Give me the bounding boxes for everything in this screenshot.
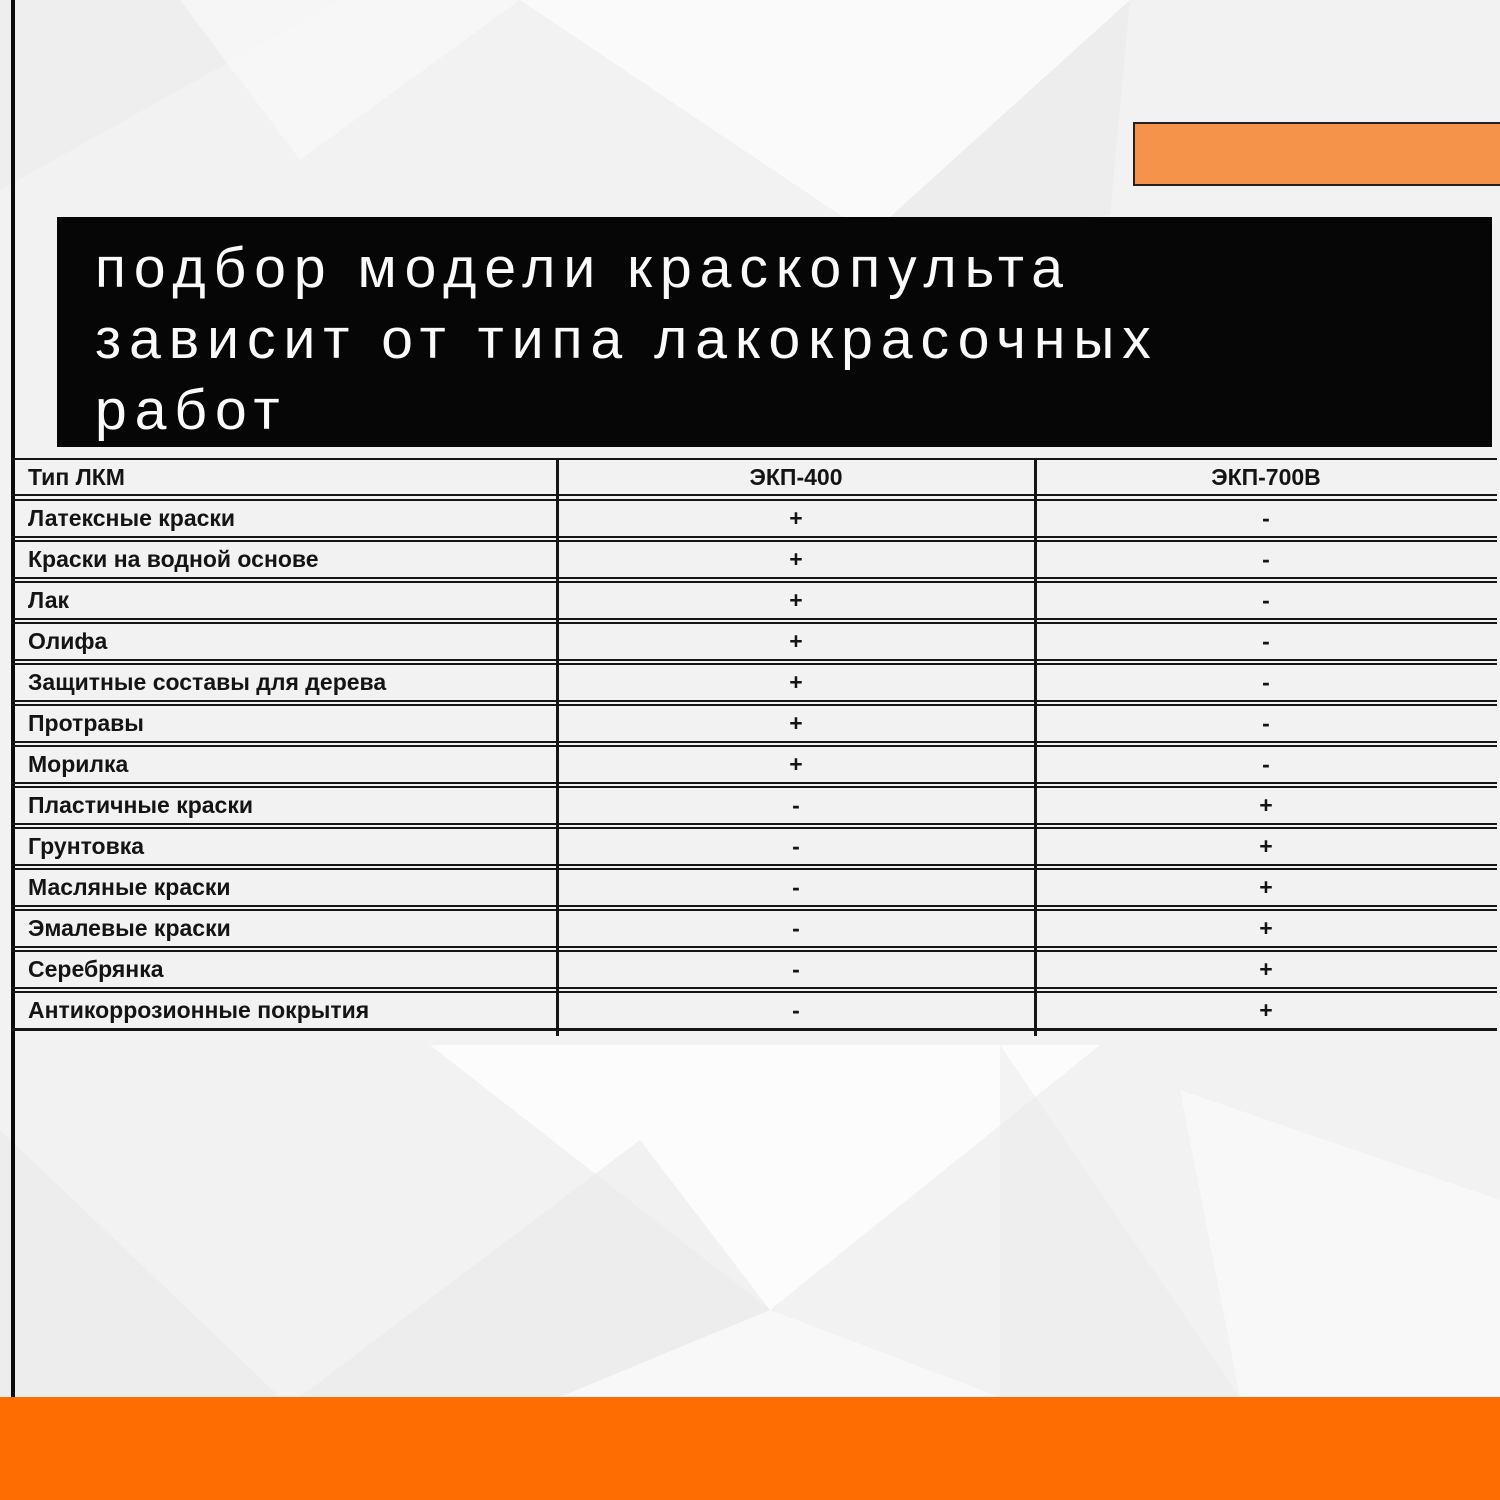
row-label: Защитные составы для дерева bbox=[11, 662, 557, 703]
column-header-ekp700b: ЭКП-700В bbox=[1035, 459, 1497, 498]
row-label: Олифа bbox=[11, 621, 557, 662]
table-row bbox=[11, 744, 1497, 785]
row-label: Антикоррозионные покрытия bbox=[11, 990, 557, 1030]
ekp700b-mark: - bbox=[1035, 580, 1497, 621]
ekp400-mark: + bbox=[557, 744, 1035, 785]
ekp700b-mark: + bbox=[1035, 949, 1497, 990]
ekp400-mark: - bbox=[557, 990, 1035, 1030]
ekp400-mark: - bbox=[557, 785, 1035, 826]
table-row bbox=[11, 949, 1497, 990]
slide-title-line-2: зависит от типа лакокрасочных bbox=[95, 307, 1159, 371]
table-row bbox=[11, 785, 1497, 826]
slide-title-line-1: подбор модели краскопульта bbox=[95, 236, 1071, 300]
row-label: Латексные краски bbox=[11, 498, 557, 540]
row-label: Грунтовка bbox=[11, 826, 557, 867]
row-label: Масляные краски bbox=[11, 867, 557, 908]
ekp400-mark: - bbox=[557, 908, 1035, 949]
table-row bbox=[11, 867, 1497, 908]
table-row bbox=[11, 662, 1497, 703]
table-row bbox=[11, 580, 1497, 621]
row-label: Протравы bbox=[11, 703, 557, 744]
ekp700b-mark: + bbox=[1035, 867, 1497, 908]
ekp700b-mark: + bbox=[1035, 908, 1497, 949]
ekp400-mark: - bbox=[557, 826, 1035, 867]
ekp700b-mark: + bbox=[1035, 826, 1497, 867]
slide-title-line-3: работ bbox=[95, 378, 288, 442]
ekp400-mark: + bbox=[557, 498, 1035, 540]
row-label: Эмалевые краски bbox=[11, 908, 557, 949]
ekp700b-mark: - bbox=[1035, 662, 1497, 703]
paint-type-table bbox=[11, 458, 1497, 1031]
table-row bbox=[11, 990, 1497, 1030]
ekp700b-mark: - bbox=[1035, 703, 1497, 744]
ekp400-mark: + bbox=[557, 539, 1035, 580]
ekp700b-mark: - bbox=[1035, 539, 1497, 580]
ekp700b-mark: + bbox=[1035, 990, 1497, 1030]
ekp700b-mark: + bbox=[1035, 785, 1497, 826]
title-banner bbox=[57, 217, 1492, 447]
ekp700b-mark: - bbox=[1035, 498, 1497, 540]
row-label: Морилка bbox=[11, 744, 557, 785]
column-divider-2 bbox=[1034, 458, 1037, 1036]
row-label: Лак bbox=[11, 580, 557, 621]
comparison-table bbox=[11, 458, 1497, 1031]
ekp700b-mark: - bbox=[1035, 744, 1497, 785]
column-divider-1 bbox=[556, 458, 559, 1036]
table-row bbox=[11, 621, 1497, 662]
ekp700b-mark: - bbox=[1035, 621, 1497, 662]
ekp400-mark: + bbox=[557, 580, 1035, 621]
table-row bbox=[11, 826, 1497, 867]
table-row bbox=[11, 498, 1497, 540]
top-right-accent-bar bbox=[1133, 122, 1500, 186]
ekp400-mark: + bbox=[557, 703, 1035, 744]
table-row bbox=[11, 703, 1497, 744]
ekp400-mark: + bbox=[557, 621, 1035, 662]
table-row bbox=[11, 908, 1497, 949]
row-label: Серебрянка bbox=[11, 949, 557, 990]
table-header-row bbox=[11, 459, 1497, 498]
bottom-accent-bar bbox=[0, 1397, 1500, 1500]
ekp400-mark: + bbox=[557, 662, 1035, 703]
ekp400-mark: - bbox=[557, 867, 1035, 908]
row-label: Пластичные краски bbox=[11, 785, 557, 826]
column-header-type: Тип ЛКМ bbox=[11, 459, 557, 498]
table-row bbox=[11, 539, 1497, 580]
row-label: Краски на водной основе bbox=[11, 539, 557, 580]
table-body bbox=[11, 498, 1497, 1030]
ekp400-mark: - bbox=[557, 949, 1035, 990]
column-header-ekp400: ЭКП-400 bbox=[557, 459, 1035, 498]
